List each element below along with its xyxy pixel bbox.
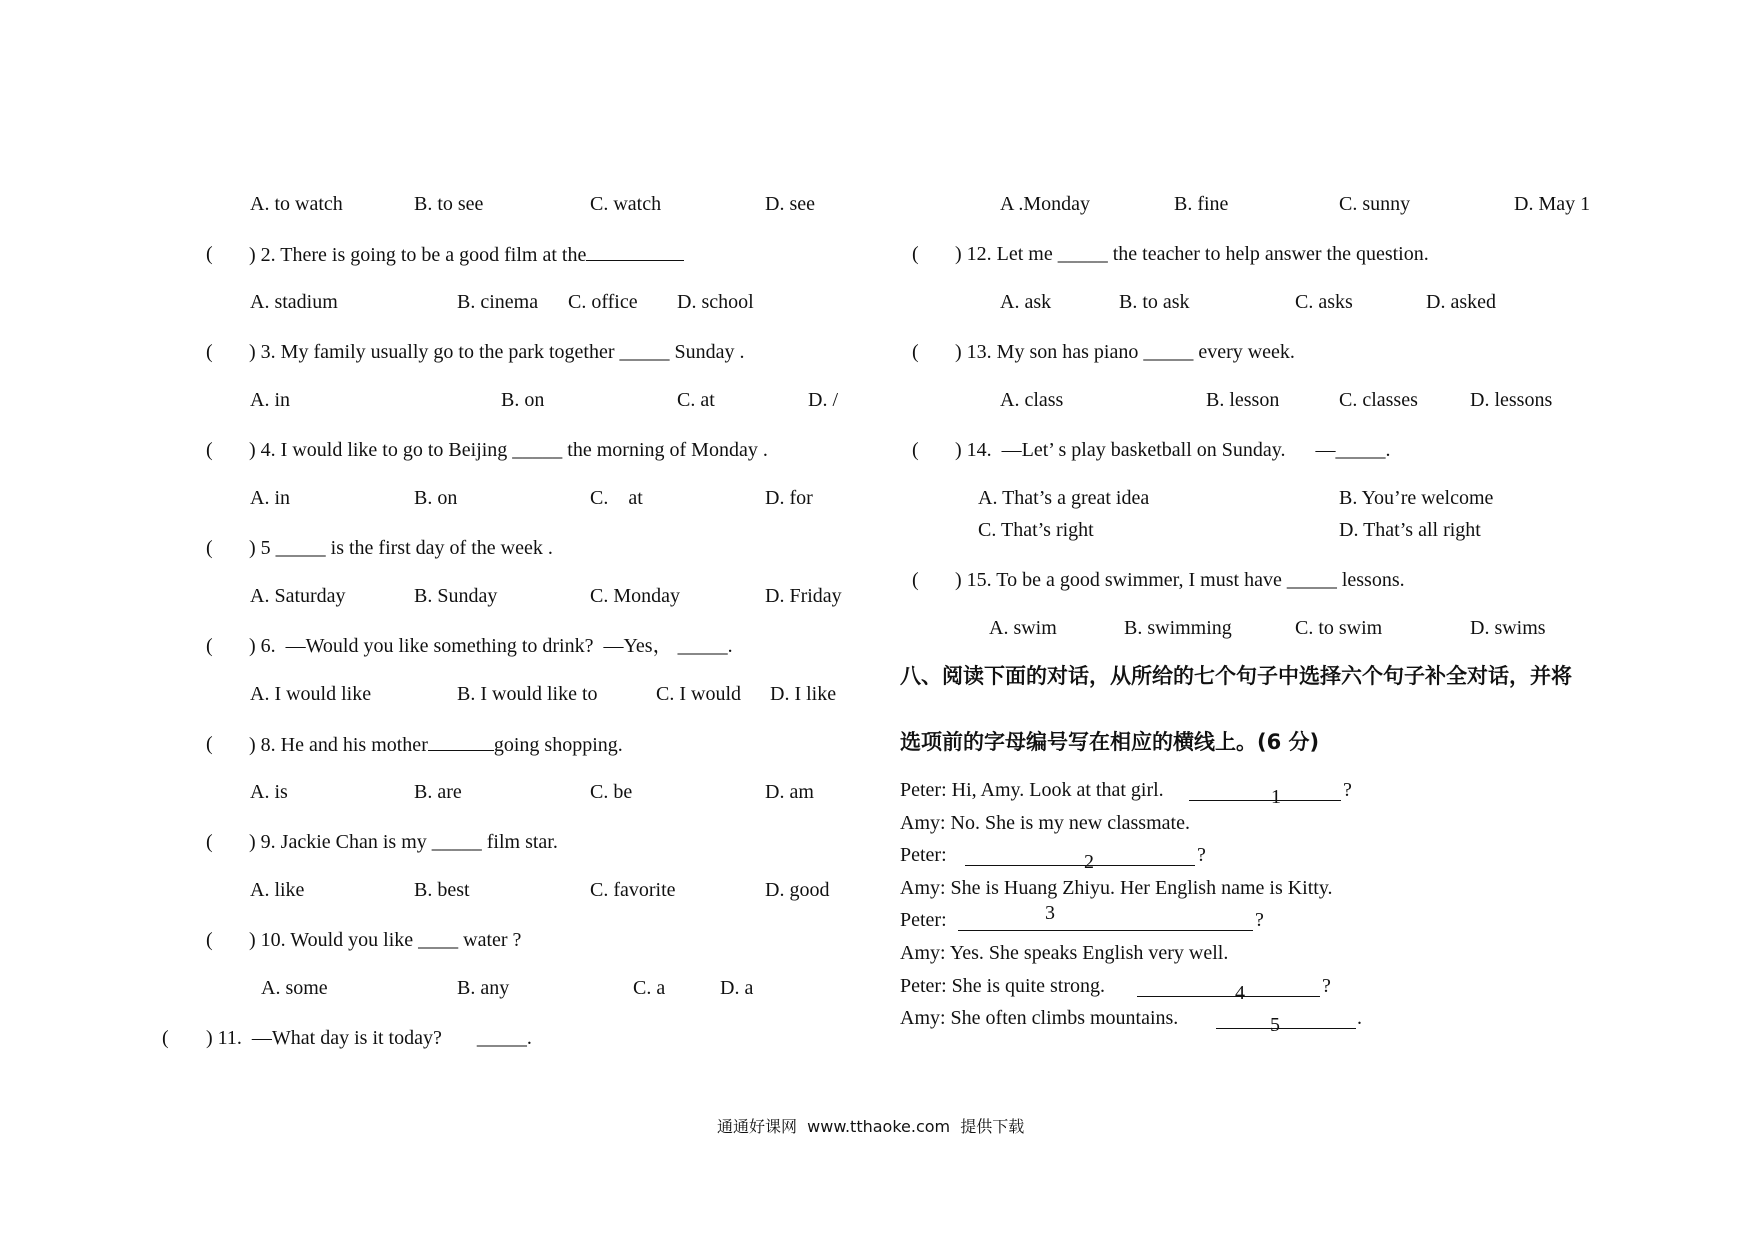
dialogue-line-2: Amy: No. She is my new classmate.	[900, 812, 1190, 834]
q9-text: ) 9. Jackie Chan is my _____ film star.	[249, 831, 558, 853]
dialogue-line-5-end: ?	[1255, 909, 1264, 931]
q14-option-c: C. That’s right	[978, 519, 1094, 541]
q8-paren[interactable]: (	[206, 733, 213, 755]
dialogue-line-1: Peter: Hi, Amy. Look at that girl.	[900, 779, 1164, 801]
q11-text: ) 11. —What day is it today? _____.	[206, 1027, 532, 1049]
q10-paren[interactable]: (	[206, 929, 213, 951]
q13-text: ) 13. My son has piano _____ every week.	[955, 341, 1295, 363]
dialogue-line-3-end: ?	[1197, 844, 1206, 866]
dialogue-blank-2[interactable]	[965, 864, 1195, 866]
dialogue-blank-4[interactable]	[1137, 995, 1320, 997]
q6-option-c: C. I would	[656, 683, 741, 705]
q10-option-d: D. a	[720, 977, 754, 999]
footer-source: 通通好课网 www.tthaoke.com 提供下载	[717, 1117, 1025, 1136]
q4-option-a: A. in	[250, 487, 290, 509]
q10-option-c: C. a	[633, 977, 666, 999]
dialogue-blank-5[interactable]	[1216, 1027, 1356, 1029]
q9-option-a: A. like	[250, 879, 305, 901]
q8-text: ) 8. He and his mother going shopping.	[249, 734, 623, 756]
q11-option-d: D. May 1	[1514, 193, 1591, 215]
q3-text: ) 3. My family usually go to the park together _____ Sunday .	[249, 341, 745, 363]
q15-paren[interactable]: (	[912, 569, 919, 591]
q3-option-b: B. on	[501, 389, 545, 411]
q3-option-d: D. /	[808, 389, 838, 411]
q1-option-c: C. watch	[590, 193, 662, 215]
q5-option-a: A. Saturday	[250, 585, 346, 607]
q14-option-d: D. That’s all right	[1339, 519, 1481, 541]
q1-option-b: B. to see	[414, 193, 484, 215]
q4-option-d: D. for	[765, 487, 813, 509]
q9-option-c: C. favorite	[590, 879, 676, 901]
q13-option-d: D. lessons	[1470, 389, 1553, 411]
q15-option-c: C. to swim	[1295, 617, 1383, 639]
dialogue-blank-4-number: 4	[1235, 982, 1245, 1004]
q5-option-d: D. Friday	[765, 585, 842, 607]
q11-option-c: C. sunny	[1339, 193, 1411, 215]
q5-option-c: C. Monday	[590, 585, 680, 607]
q4-paren[interactable]: (	[206, 439, 213, 461]
q3-paren[interactable]: (	[206, 341, 213, 363]
q12-option-b: B. to ask	[1119, 291, 1190, 313]
q10-option-b: B. any	[457, 977, 510, 999]
q14-text: ) 14. —Let’ s play basketball on Sunday. —_____.	[955, 439, 1391, 461]
dialogue-line-4: Amy: She is Huang Zhiyu. Her English name is Kitty.	[900, 877, 1333, 899]
dialogue-blank-3[interactable]	[958, 929, 1253, 931]
q14-paren[interactable]: (	[912, 439, 919, 461]
q10-text: ) 10. Would you like ____ water ?	[249, 929, 522, 951]
q3-option-c: C. at	[677, 389, 715, 411]
q13-option-b: B. lesson	[1206, 389, 1280, 411]
q5-paren[interactable]: (	[206, 537, 213, 559]
dialogue-blank-5-number: 5	[1270, 1014, 1280, 1036]
dialogue-blank-1[interactable]	[1189, 799, 1341, 801]
q8-option-b: B. are	[414, 781, 462, 803]
dialogue-line-1-end: ?	[1343, 779, 1352, 801]
q2-option-d: D. school	[677, 291, 754, 313]
q2-option-a: A. stadium	[250, 291, 338, 313]
q13-option-c: C. classes	[1339, 389, 1418, 411]
q5-option-b: B. Sunday	[414, 585, 498, 607]
q2-option-b: B. cinema	[457, 291, 539, 313]
q6-paren[interactable]: (	[206, 635, 213, 657]
dialogue-line-7-end: ?	[1322, 975, 1331, 997]
q15-text: ) 15. To be a good swimmer, I must have _____ lessons.	[955, 569, 1405, 591]
q2-option-c: C. office	[568, 291, 638, 313]
q5-text: ) 5 _____ is the first day of the week .	[249, 537, 553, 559]
section-8-heading-line2: 选项前的字母编号写在相应的横线上。(6 分)	[900, 730, 1320, 754]
q6-option-d: D. I like	[770, 683, 837, 705]
dialogue-line-8: Amy: She often climbs mountains.	[900, 1007, 1179, 1029]
q4-option-b: B. on	[414, 487, 458, 509]
q9-option-d: D. good	[765, 879, 830, 901]
q2-paren[interactable]: (	[206, 243, 213, 265]
q6-option-a: A. I would like	[250, 683, 372, 705]
q9-paren[interactable]: (	[206, 831, 213, 853]
q4-text: ) 4. I would like to go to Beijing _____ the morning of Monday .	[249, 439, 768, 461]
q8-blank[interactable]	[428, 732, 494, 751]
q3-option-a: A. in	[250, 389, 290, 411]
q12-text: ) 12. Let me _____ the teacher to help answer the question.	[955, 243, 1429, 265]
q12-option-d: D. asked	[1426, 291, 1496, 313]
q6-option-b: B. I would like to	[457, 683, 598, 705]
dialogue-line-7: Peter: She is quite strong.	[900, 975, 1105, 997]
q8-option-d: D. am	[765, 781, 814, 803]
q12-option-c: C. asks	[1295, 291, 1353, 313]
q4-option-c: C. at	[590, 487, 643, 509]
q14-option-b: B. You’re welcome	[1339, 487, 1494, 509]
dialogue-blank-3-number: 3	[1045, 902, 1055, 924]
q6-text: ) 6. —Would you like something to drink? —Yes， _____.	[249, 635, 733, 657]
q1-option-a: A. to watch	[250, 193, 343, 215]
q11-paren[interactable]: (	[162, 1027, 169, 1049]
q8-option-a: A. is	[250, 781, 288, 803]
q15-option-b: B. swimming	[1124, 617, 1232, 639]
q11-option-b: B. fine	[1174, 193, 1229, 215]
q12-option-a: A. ask	[1000, 291, 1052, 313]
q2-text: ) 2. There is going to be a good film at the	[249, 242, 684, 267]
q13-paren[interactable]: (	[912, 341, 919, 363]
q11-option-a: A .Monday	[1000, 193, 1090, 215]
q2-blank[interactable]	[586, 242, 684, 261]
q13-option-a: A. class	[1000, 389, 1064, 411]
dialogue-blank-2-number: 2	[1084, 851, 1094, 873]
q10-option-a: A. some	[261, 977, 328, 999]
section-8-heading-line1: 八、阅读下面的对话，从所给的七个句子中选择六个句子补全对话，并将	[900, 664, 1572, 688]
q15-option-a: A. swim	[989, 617, 1057, 639]
q8-option-c: C. be	[590, 781, 633, 803]
dialogue-line-8-end: .	[1357, 1007, 1362, 1029]
dialogue-line-5: Peter:	[900, 909, 947, 931]
q9-option-b: B. best	[414, 879, 470, 901]
dialogue-line-3: Peter:	[900, 844, 947, 866]
q15-option-d: D. swims	[1470, 617, 1546, 639]
q14-option-a: A. That’s a great idea	[978, 487, 1150, 509]
dialogue-blank-1-number: 1	[1271, 786, 1281, 808]
q12-paren[interactable]: (	[912, 243, 919, 265]
q1-option-d: D. see	[765, 193, 815, 215]
dialogue-line-6: Amy: Yes. She speaks English very well.	[900, 942, 1229, 964]
